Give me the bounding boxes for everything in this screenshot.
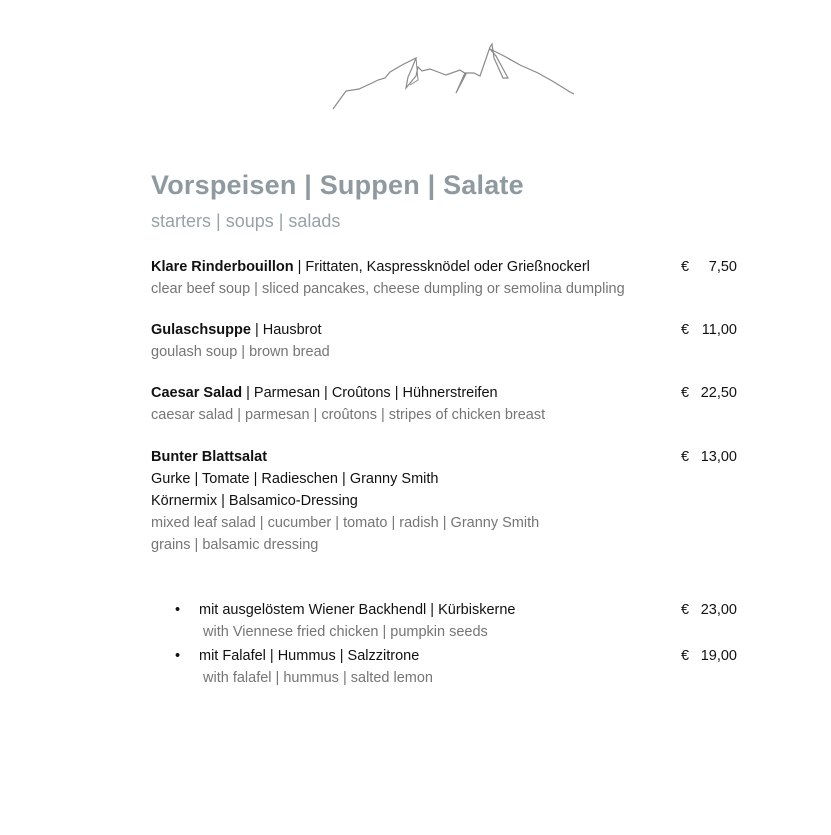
- item-description-en: caesar salad | parmesan | croûtons | stripes of chicken breast: [151, 407, 546, 423]
- addon-description-de: mit Falafel | Hummus | Salzzitrone: [199, 648, 420, 664]
- currency-symbol: €: [681, 449, 690, 465]
- menu-item: [151, 382, 741, 426]
- menu-item: [151, 319, 741, 363]
- item-name: Bunter Blattsalat: [151, 449, 268, 465]
- item-details: | Hausbrot: [250, 322, 322, 338]
- currency-symbol: €: [681, 259, 690, 275]
- item-details: | Frittaten, Kaspressknödel oder Grießnockerl: [293, 259, 590, 275]
- price-amount: 11,00: [701, 322, 737, 338]
- mountain-line-icon: [332, 40, 576, 112]
- price-amount: 13,00: [700, 449, 737, 465]
- price-amount: 22,50: [700, 385, 737, 401]
- currency-symbol: €: [681, 648, 690, 664]
- bullet-icon: •: [175, 648, 181, 664]
- item-description-de: [151, 319, 741, 341]
- menu-item: [151, 446, 741, 556]
- item-description-de: Körnermix | Balsamico-Dressing: [151, 493, 358, 509]
- item-name: Gulaschsuppe: [151, 322, 251, 338]
- page-title: Vorspeisen | Suppen | Salate: [151, 170, 524, 200]
- price-amount: 7,50: [708, 259, 737, 275]
- currency-symbol: €: [681, 602, 690, 618]
- item-description-en: goulash soup | brown bread: [151, 344, 330, 360]
- item-description-de: Gurke | Tomate | Radieschen | Granny Smith: [151, 471, 439, 487]
- currency-symbol: €: [681, 322, 690, 338]
- price-amount: 23,00: [700, 602, 737, 618]
- item-description-en: grains | balsamic dressing: [151, 537, 319, 553]
- item-description-de: [151, 256, 741, 278]
- bullet-icon: •: [175, 602, 181, 618]
- addon-description-en: with Viennese fried chicken | pumpkin seeds: [203, 624, 488, 640]
- item-description-en: clear beef soup | sliced pancakes, cheese dumpling or semolina dumpling: [151, 281, 625, 297]
- price-amount: 19,00: [700, 648, 737, 664]
- item-description-en: mixed leaf salad | cucumber | tomato | radish | Granny Smith: [151, 515, 540, 531]
- addon-description-en: with falafel | hummus | salted lemon: [203, 670, 433, 686]
- item-description-de: [151, 382, 741, 404]
- menu-item: [151, 256, 741, 300]
- addon-description-de: mit ausgelöstem Wiener Backhendl | Kürbiskerne: [199, 602, 516, 618]
- item-name: Caesar Salad: [151, 385, 243, 401]
- page-subtitle: starters | soups | salads: [151, 211, 341, 231]
- item-name: Klare Rinderbouillon: [151, 259, 294, 275]
- currency-symbol: €: [681, 385, 690, 401]
- item-details: | Parmesan | Croûtons | Hühnerstreifen: [242, 385, 498, 401]
